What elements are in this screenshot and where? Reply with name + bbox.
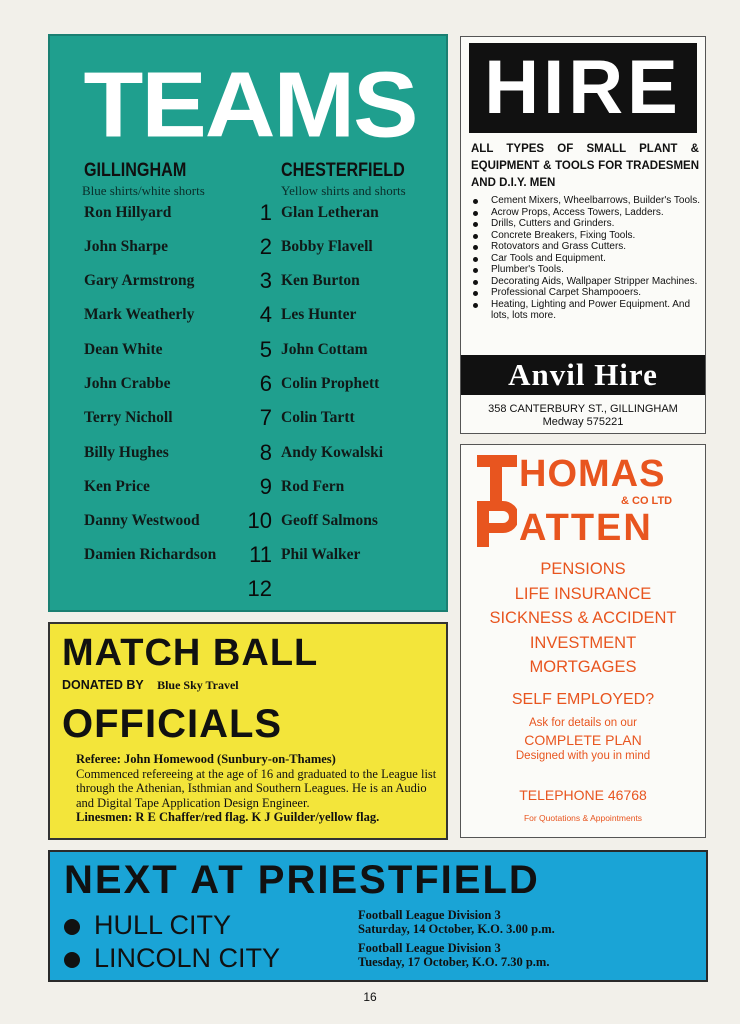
- home-player: John Sharpe: [84, 238, 168, 255]
- away-player: Phil Walker: [281, 546, 361, 563]
- fixture-detail: [358, 941, 549, 969]
- teams-panel: [48, 34, 448, 612]
- fixture-date-time: Tuesday, 17 October, K.O. 7.30 p.m.: [358, 955, 550, 969]
- fixture-date-time: Saturday, 14 October, K.O. 3.00 p.m.: [358, 922, 555, 936]
- home-player: Dean White: [84, 341, 163, 358]
- anvil-hire-brand: Anvil Hire: [508, 357, 658, 392]
- teams-title: TEAMS: [83, 51, 417, 157]
- fixture-detail: [358, 908, 555, 936]
- list-item: INVESTMENT: [529, 633, 637, 652]
- home-team-name: GILLINGHAM: [84, 160, 187, 181]
- list-item: Heating, Lighting and Power Equipment. And lots, lots more.: [471, 299, 701, 322]
- list-item: LIFE INSURANCE: [514, 584, 652, 603]
- home-player: Danny Westwood: [84, 512, 200, 529]
- shirt-number: 1: [259, 200, 272, 225]
- hire-phone: Medway 575221: [542, 416, 624, 428]
- shirt-number: 7: [259, 405, 272, 430]
- referee-bio: Commenced refereeing at the age of 16 and graduated to the League list through the Athenian, Isthmian and Southern Leagues. He is an Audio and Digital Tape Application Design Engineer.: [76, 766, 437, 810]
- list-item: Acrow Props, Access Towers, Ladders.: [471, 207, 701, 219]
- substitute-number: 12: [247, 576, 272, 601]
- away-team-kit: Yellow shirts and shorts: [281, 183, 406, 198]
- home-player: Damien Richardson: [84, 546, 217, 563]
- tp-complete-plan: COMPLETE PLAN: [524, 732, 642, 748]
- page-number: 16: [363, 990, 377, 1004]
- team-row: [50, 405, 450, 435]
- fixture-item: [50, 941, 710, 981]
- away-player: Ken Burton: [281, 272, 360, 289]
- thomas-patten-advert: [460, 444, 706, 838]
- bullet-icon: [64, 952, 80, 968]
- tp-homas-wordmark: HOMAS: [519, 453, 666, 495]
- team-row: [50, 371, 450, 401]
- team-row: [50, 268, 450, 298]
- list-item: Car Tools and Equipment.: [471, 253, 701, 265]
- hire-advert: [460, 36, 706, 434]
- fixture-opponent: LINCOLN CITY: [94, 943, 281, 973]
- list-item: Professional Carpet Shampooers.: [471, 287, 701, 299]
- home-player: Mark Weatherly: [84, 306, 195, 323]
- shirt-number: 10: [247, 508, 272, 533]
- list-item: Decorating Aids, Wallpaper Stripper Machines.: [471, 276, 701, 288]
- next-fixtures-panel: [48, 850, 708, 982]
- team-row: [50, 200, 450, 230]
- match-ball-officials-panel: [48, 622, 448, 840]
- shirt-number: 8: [259, 440, 272, 465]
- shirt-number: 9: [259, 474, 272, 499]
- shirt-number: 2: [259, 234, 272, 259]
- team-row: [50, 474, 450, 504]
- match-ball-title: MATCH BALL: [62, 632, 319, 674]
- away-player: Glan Letheran: [281, 204, 379, 221]
- bullet-icon: [64, 919, 80, 935]
- hire-address: 358 CANTERBURY ST., GILLINGHAM: [488, 403, 678, 415]
- team-row: [50, 542, 450, 572]
- tp-monogram-icon: [477, 455, 517, 547]
- away-team-name: CHESTERFIELD: [281, 160, 405, 181]
- tp-ask: Ask for details on our: [528, 717, 638, 729]
- tp-services-list: [461, 557, 705, 680]
- anvil-hire-logo: [461, 355, 705, 395]
- list-item: PENSIONS: [540, 560, 626, 578]
- home-player: Ken Price: [84, 478, 150, 495]
- shirt-number: 6: [259, 371, 272, 396]
- home-team-kit: Blue shirts/white shorts: [82, 183, 205, 198]
- list-item: Cement Mixers, Wheelbarrows, Builder's Tools.: [471, 195, 701, 207]
- team-row: [50, 234, 450, 264]
- team-row: [50, 508, 450, 538]
- tp-designed: Designed with you in mind: [515, 750, 651, 762]
- hire-intro: ALL TYPES OF SMALL PLANT & EQUIPMENT & TOOLS FOR TRADESMEN AND D.I.Y. MEN: [471, 143, 699, 189]
- home-player: John Crabbe: [84, 375, 171, 392]
- away-player: Bobby Flavell: [281, 238, 373, 255]
- fixture-competition: Football League Division 3: [358, 941, 501, 955]
- match-ball-donor: Blue Sky Travel: [157, 678, 239, 692]
- list-item: SICKNESS & ACCIDENT: [489, 609, 677, 627]
- hire-banner: [469, 43, 697, 133]
- home-player: Ron Hillyard: [84, 204, 172, 221]
- tp-telephone: TELEPHONE 46768: [519, 787, 647, 803]
- away-player: Colin Tartt: [281, 409, 355, 426]
- away-player: Geoff Salmons: [281, 512, 378, 529]
- donated-by-line: [62, 678, 239, 693]
- shirt-number: 3: [259, 268, 272, 293]
- fixture-competition: Football League Division 3: [358, 908, 501, 922]
- team-row: [50, 440, 450, 470]
- officials-details: [76, 752, 442, 825]
- hire-contact: [461, 403, 705, 429]
- hire-title: HIRE: [484, 45, 682, 130]
- tp-quotations: For Quotations & Appointments: [523, 813, 643, 823]
- away-player: John Cottam: [281, 341, 368, 358]
- linesmen-line: Linesmen: R E Chaffer/red flag. K J Guilder/yellow flag.: [76, 810, 380, 824]
- home-player: Gary Armstrong: [84, 272, 195, 289]
- shirt-number: 5: [259, 337, 272, 362]
- hire-item-list: [471, 195, 701, 322]
- away-player: Colin Prophett: [281, 375, 380, 392]
- away-player: Rod Fern: [281, 478, 345, 495]
- home-player: Terry Nicholl: [84, 409, 173, 426]
- fixture-opponent: HULL CITY: [94, 910, 232, 940]
- list-item: Concrete Breakers, Fixing Tools.: [471, 230, 701, 242]
- away-player: Andy Kowalski: [281, 444, 384, 461]
- team-row: [50, 302, 450, 332]
- list-item: MORTGAGES: [529, 658, 637, 676]
- referee-line: Referee: John Homewood (Sunbury-on-Thames): [76, 752, 336, 766]
- home-player: Billy Hughes: [84, 444, 169, 461]
- list-item: Rotovators and Grass Cutters.: [471, 241, 701, 253]
- away-player: Les Hunter: [281, 306, 357, 323]
- team-row: [50, 337, 450, 367]
- tp-self-employed: SELF EMPLOYED?: [511, 691, 655, 708]
- donated-by-label: DONATED BY: [62, 678, 144, 692]
- shirt-number: 4: [259, 302, 272, 327]
- shirt-number: 11: [249, 542, 272, 567]
- list-item: Drills, Cutters and Grinders.: [471, 218, 701, 230]
- tp-co-ltd: & CO LTD: [621, 495, 673, 507]
- tp-atten-wordmark: ATTEN: [519, 507, 653, 549]
- list-item: Plumber's Tools.: [471, 264, 701, 276]
- officials-title: OFFICIALS: [62, 702, 283, 746]
- next-fixtures-title: NEXT AT PRIESTFIELD: [64, 858, 540, 902]
